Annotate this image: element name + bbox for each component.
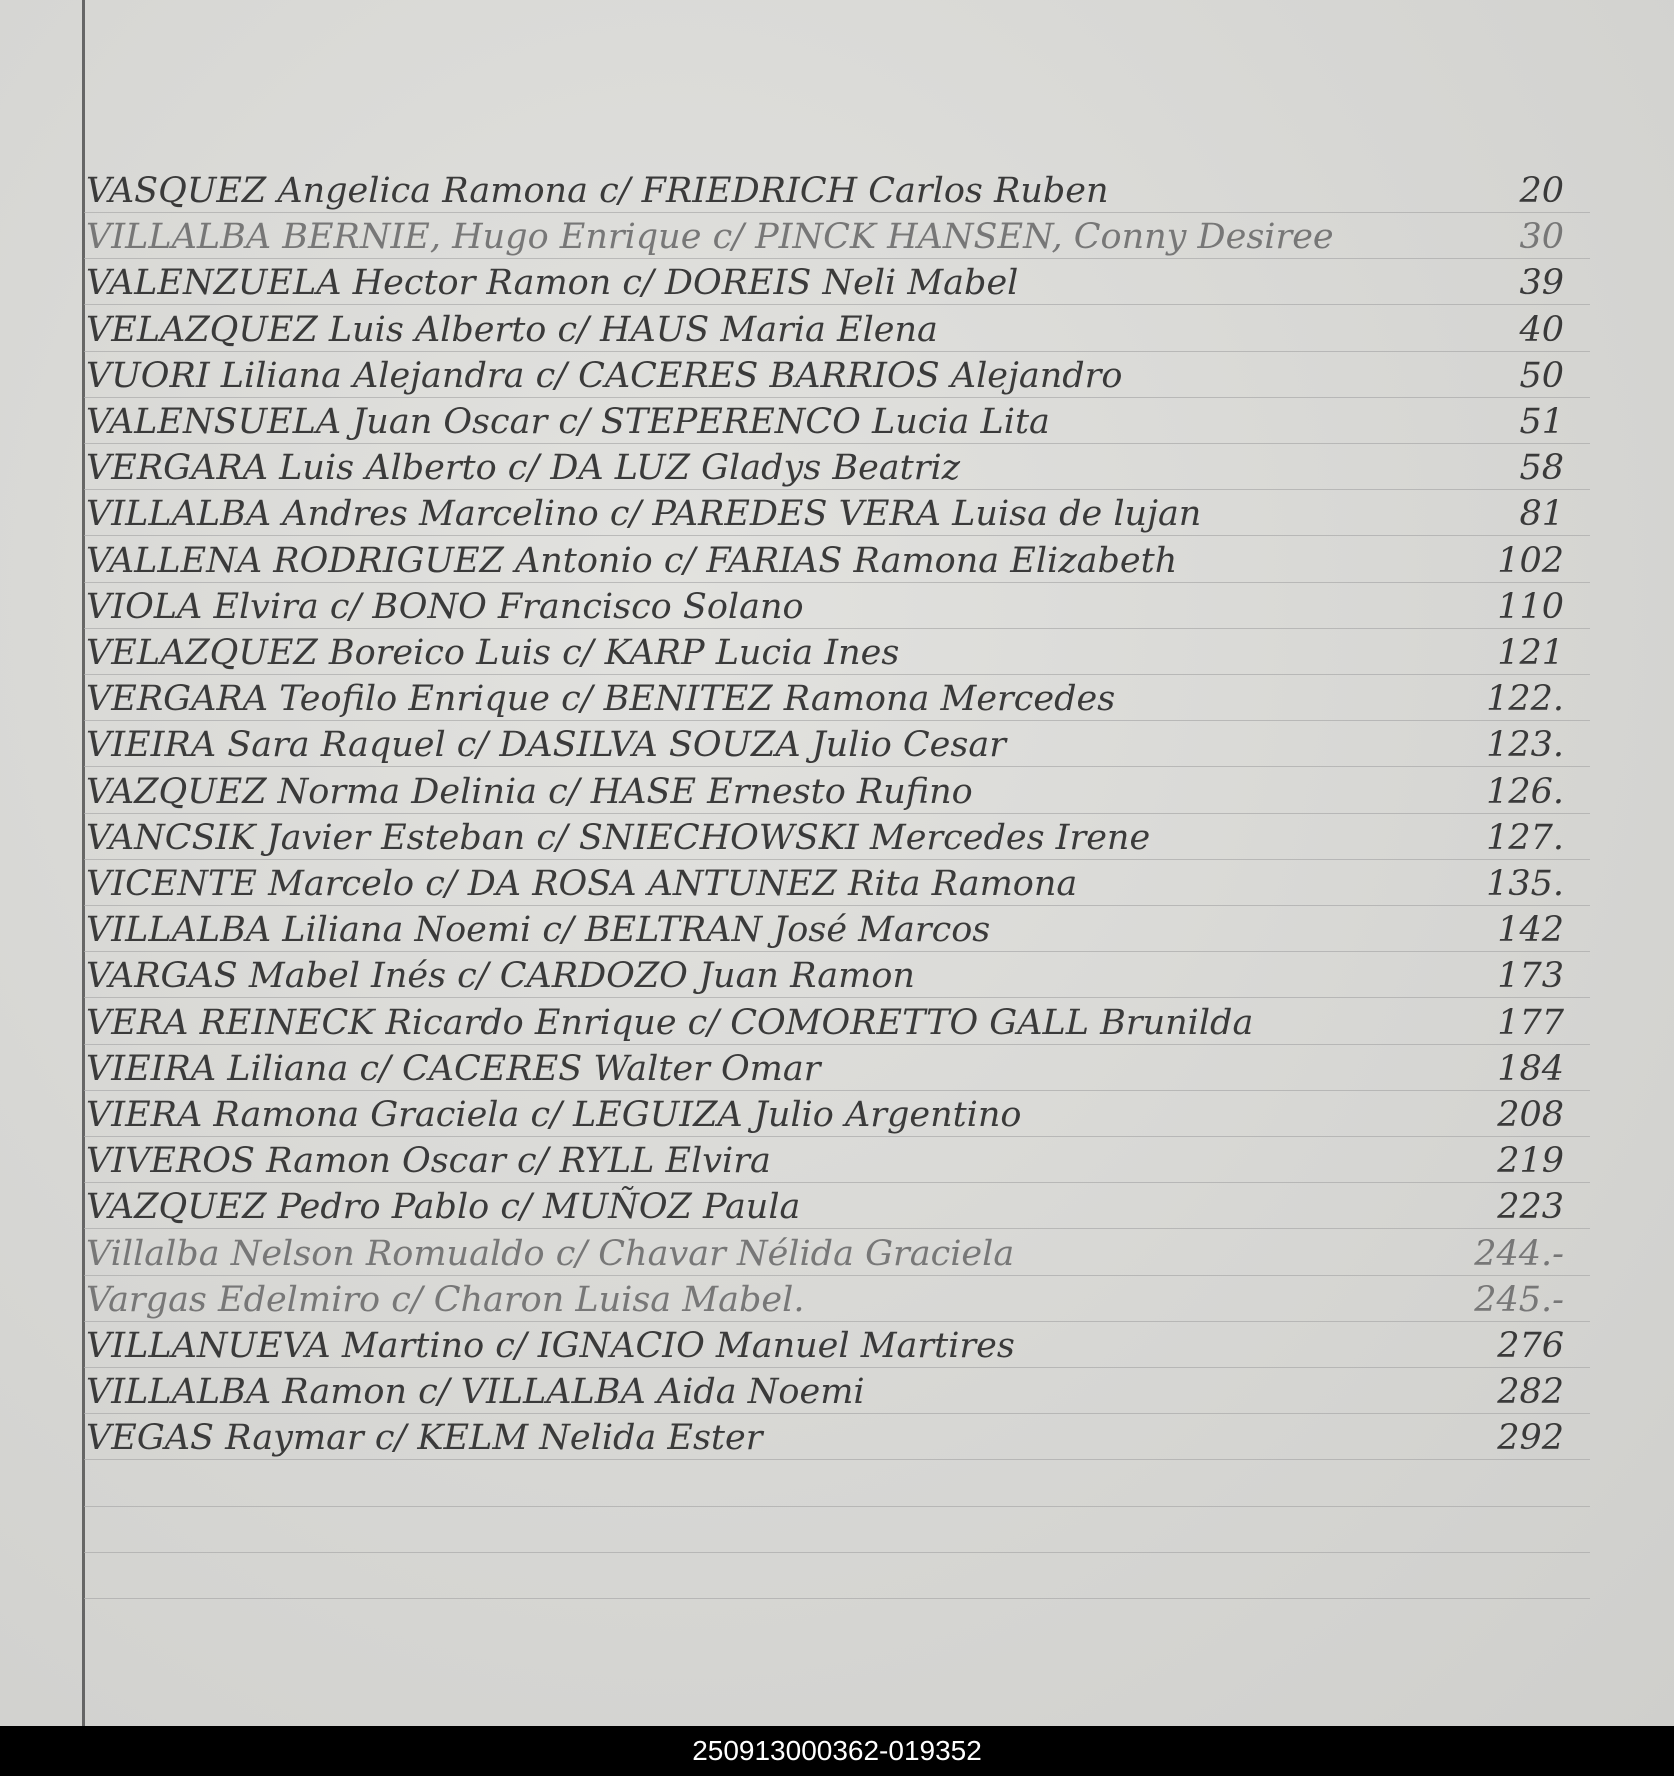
entry-number: 177 <box>1497 1002 1564 1043</box>
list-item <box>86 861 1564 907</box>
entry-number: 110 <box>1497 586 1564 627</box>
list-item <box>86 676 1564 722</box>
entry-number: 102 <box>1497 540 1564 581</box>
list-item <box>86 1231 1564 1277</box>
list-item <box>86 1369 1564 1415</box>
entry-number: 208 <box>1497 1095 1564 1135</box>
list-item <box>86 1138 1564 1184</box>
entry-names: VALENSUELA Juan Oscar c/ STEPERENCO Lucia Lita <box>86 402 1050 442</box>
list-item <box>86 1415 1564 1461</box>
entry-names: VERGARA Luis Alberto c/ DA LUZ Gladys Beatriz <box>86 448 961 489</box>
list-item <box>86 168 1564 214</box>
list-item <box>86 907 1564 953</box>
ruled-line <box>84 1598 1590 1599</box>
list-item <box>86 491 1564 537</box>
entry-names: VERA REINECK Ricardo Enrique c/ COMORETTO GALL Brunilda <box>86 1002 1254 1043</box>
list-item <box>86 630 1564 676</box>
entry-names: VIOLA Elvira c/ BONO Francisco Solano <box>86 586 804 627</box>
entry-names: VIERA Ramona Graciela c/ LEGUIZA Julio Argentino <box>86 1095 1022 1135</box>
entry-names: VALENZUELA Hector Ramon c/ DOREIS Neli Mabel <box>86 263 1019 304</box>
list-item <box>86 353 1564 399</box>
list-item <box>86 953 1564 999</box>
list-item <box>86 1277 1564 1323</box>
entry-names: VAZQUEZ Pedro Pablo c/ MUÑOZ Paula <box>86 1187 801 1228</box>
entry-names: VIEIRA Sara Raquel c/ DASILVA SOUZA Julio Cesar <box>86 725 1006 766</box>
entry-number: 282 <box>1497 1372 1564 1413</box>
entry-number: 245.- <box>1474 1279 1564 1320</box>
entry-names: VILLALBA BERNIE, Hugo Enrique c/ PINCK HANSEN, Conny Desiree <box>86 217 1334 258</box>
list-item <box>86 260 1564 306</box>
footer-barcode-text: 250913000362-019352 <box>0 1726 1674 1776</box>
list-item <box>86 445 1564 491</box>
entry-number: 20 <box>1519 171 1564 211</box>
entry-number: 244.- <box>1474 1233 1564 1274</box>
entry-number: 81 <box>1519 494 1564 535</box>
entry-number: 39 <box>1519 263 1564 304</box>
entry-number: 184 <box>1497 1048 1564 1089</box>
list-item <box>86 769 1564 815</box>
entry-number: 173 <box>1497 956 1564 997</box>
entry-number: 276 <box>1497 1326 1564 1366</box>
entry-names: VASQUEZ Angelica Ramona c/ FRIEDRICH Carlos Ruben <box>86 171 1109 211</box>
entry-names: VIVEROS Ramon Oscar c/ RYLL Elvira <box>86 1141 771 1182</box>
entry-number: 123. <box>1486 725 1564 766</box>
list-item <box>86 815 1564 861</box>
entry-names: VELAZQUEZ Boreico Luis c/ KARP Lucia Ines <box>86 633 900 673</box>
entry-number: 135. <box>1486 864 1564 904</box>
entry-names: VALLENA RODRIGUEZ Antonio c/ FARIAS Ramona Elizabeth <box>86 540 1178 581</box>
entry-names: VILLALBA Liliana Noemi c/ BELTRAN José Marcos <box>86 910 991 951</box>
entry-number: 127. <box>1486 817 1564 858</box>
list-item <box>86 722 1564 768</box>
entry-names: VIEIRA Liliana c/ CACERES Walter Omar <box>86 1048 821 1089</box>
entry-names: VILLALBA Andres Marcelino c/ PAREDES VERA Luisa de lujan <box>86 494 1202 535</box>
entry-number: 30 <box>1519 217 1564 258</box>
list-item <box>86 1323 1564 1369</box>
entry-number: 292 <box>1497 1418 1564 1459</box>
ruled-line <box>84 1506 1590 1507</box>
entry-number: 142 <box>1497 910 1564 951</box>
entry-names: VICENTE Marcelo c/ DA ROSA ANTUNEZ Rita Ramona <box>86 864 1078 904</box>
entry-names: VEGAS Raymar c/ KELM Nelida Ester <box>86 1418 763 1459</box>
list-item <box>86 1000 1564 1046</box>
list-item <box>86 1046 1564 1092</box>
list-item <box>86 1184 1564 1230</box>
entry-number: 223 <box>1497 1187 1564 1228</box>
list-item <box>86 307 1564 353</box>
ruled-line <box>84 1552 1590 1553</box>
list-item <box>86 538 1564 584</box>
entry-number: 58 <box>1519 448 1564 489</box>
entry-number: 121 <box>1497 633 1564 673</box>
list-item <box>86 399 1564 445</box>
entry-number: 50 <box>1519 355 1564 396</box>
entry-names: VAZQUEZ Norma Delinia c/ HASE Ernesto Rufino <box>86 771 973 812</box>
entry-names: VARGAS Mabel Inés c/ CARDOZO Juan Ramon <box>86 956 915 997</box>
entry-names: VILLANUEVA Martino c/ IGNACIO Manuel Martires <box>86 1326 1015 1366</box>
entry-number: 122. <box>1486 679 1564 720</box>
entry-number: 126. <box>1486 771 1564 812</box>
entry-number: 219 <box>1497 1141 1564 1182</box>
entry-number: 51 <box>1519 402 1564 442</box>
entry-names: VILLALBA Ramon c/ VILLALBA Aida Noemi <box>86 1372 865 1413</box>
entry-names: VUORI Liliana Alejandra c/ CACERES BARRIOS Alejandro <box>86 355 1123 396</box>
entry-number: 40 <box>1519 309 1564 350</box>
entry-names: Villalba Nelson Romualdo c/ Chavar Nélida Graciela <box>86 1233 1015 1274</box>
list-item <box>86 214 1564 260</box>
entry-names: VERGARA Teofilo Enrique c/ BENITEZ Ramona Mercedes <box>86 679 1116 720</box>
list-item <box>86 1092 1564 1138</box>
list-item <box>86 584 1564 630</box>
entry-names: VANCSIK Javier Esteban c/ SNIECHOWSKI Mercedes Irene <box>86 817 1151 858</box>
entry-names: VELAZQUEZ Luis Alberto c/ HAUS Maria Elena <box>86 309 938 350</box>
entry-names: Vargas Edelmiro c/ Charon Luisa Mabel. <box>86 1279 805 1320</box>
